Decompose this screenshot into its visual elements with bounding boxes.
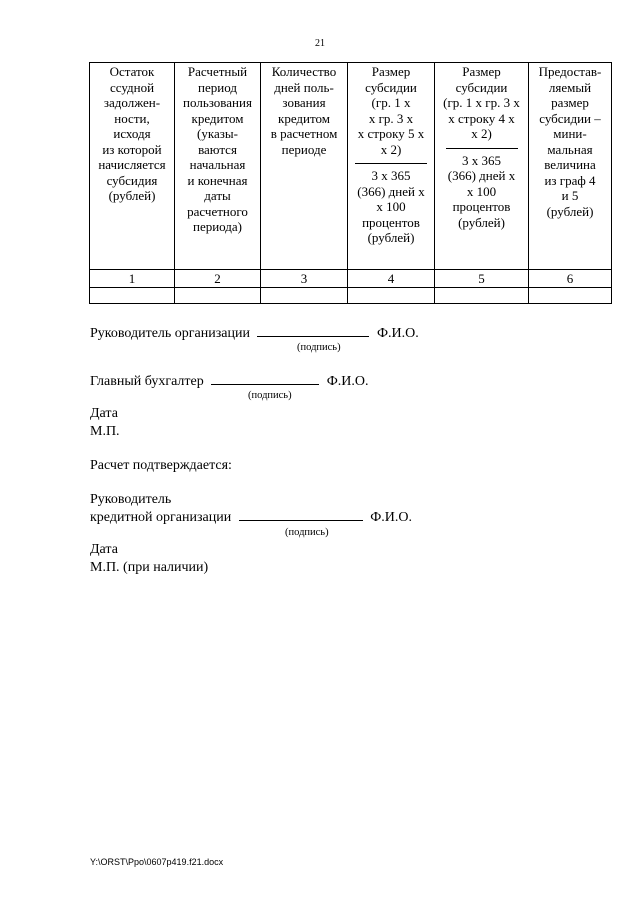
header-text-line: ляемый	[548, 79, 592, 95]
column-number: 6	[529, 270, 612, 288]
header-text-line: зования	[282, 95, 326, 110]
header-denominator-line: 3 х 365	[371, 168, 411, 183]
header-denominator-line: х 100	[466, 183, 497, 199]
fio-label: Ф.И.О.	[370, 510, 412, 525]
empty-cell	[529, 287, 612, 303]
header-text-line: периода)	[192, 219, 243, 234]
column-number: 5	[435, 270, 529, 288]
header-text-line: х 2)	[471, 126, 492, 141]
confirmation-text: Расчет подтверждается:	[90, 458, 232, 473]
header-cell	[348, 63, 435, 270]
header-text-line: расчетного	[187, 203, 248, 219]
header-text-line: субсидии –	[539, 110, 601, 126]
header-text-line: даты	[204, 188, 231, 203]
bank-head-label-line1: Руководитель	[90, 492, 172, 507]
org-head-signature-line	[90, 325, 419, 342]
header-cell	[529, 63, 612, 270]
header-text-line: Размер	[462, 64, 501, 79]
header-text-line: Размер	[371, 64, 411, 79]
header-text-line: исходя	[113, 126, 151, 141]
header-text-line: (указы-	[197, 126, 238, 141]
empty-cell	[348, 287, 435, 303]
header-text-line: задолжен-	[103, 95, 161, 110]
org-head-label: Руководитель организации	[90, 326, 250, 341]
table-header-row	[90, 63, 612, 270]
header-text-line: ности,	[114, 110, 150, 126]
chief-accountant-label: Главный бухгалтер	[90, 374, 204, 389]
signature-blank	[211, 384, 319, 385]
header-denominator-line: (366) дней х	[357, 183, 425, 199]
header-text-line: начисляется	[98, 157, 166, 172]
column-number: 2	[175, 270, 261, 288]
signature-hint: (подпись)	[248, 390, 292, 401]
chief-accountant-signature-line	[90, 373, 369, 390]
signature-hint: (подпись)	[297, 342, 341, 353]
empty-cell	[435, 287, 529, 303]
date-label: Дата	[90, 406, 118, 421]
empty-data-row	[90, 287, 612, 303]
page-number: 21	[315, 38, 325, 49]
header-text-line: х строку 4 х	[448, 110, 515, 126]
header-text-line: из граф 4	[544, 172, 596, 188]
header-text-line: Количество	[271, 64, 337, 79]
bank-head-signature-line	[90, 509, 412, 526]
header-denominator-line: х 100	[376, 199, 406, 214]
header-text-line: из которой	[102, 141, 162, 157]
header-text-line: пользования	[183, 95, 252, 110]
header-text-line: размер	[551, 95, 589, 110]
header-text-line: и конечная	[187, 172, 248, 188]
empty-cell	[261, 287, 348, 303]
header-text-line: субсидии	[455, 79, 508, 95]
header-text-line: субсидии	[365, 79, 417, 95]
header-cell	[261, 63, 348, 270]
header-cell	[175, 63, 261, 270]
header-text-line: мини-	[553, 126, 587, 141]
fio-label: Ф.И.О.	[326, 374, 369, 389]
header-denominator-line: (366) дней х	[447, 168, 516, 183]
fraction-rule	[446, 148, 518, 149]
header-text-line: (гр. 1 х гр. 3 х	[443, 95, 520, 110]
column-number: 1	[90, 270, 175, 288]
header-text-line: и 5	[561, 188, 579, 203]
header-text-line: Остаток	[109, 64, 155, 79]
signature-blank	[239, 520, 363, 521]
header-text-line: ваются	[198, 141, 237, 157]
header-text-line: период	[198, 79, 237, 95]
date-label: Дата	[90, 542, 118, 557]
header-cell	[435, 63, 529, 270]
header-text-line: начальная	[189, 157, 246, 172]
column-number-row	[90, 270, 612, 288]
header-text-line: величина	[544, 157, 596, 172]
header-text-line: кредитом	[278, 110, 330, 126]
header-denominator-line: (рублей)	[367, 230, 415, 245]
header-text-line: Расчетный	[187, 64, 248, 79]
header-denominator-line: (рублей)	[458, 214, 505, 230]
column-number: 4	[348, 270, 435, 288]
header-text-line: кредитом	[191, 110, 244, 126]
header-text-line: (гр. 1 х	[371, 95, 411, 110]
subsidy-calculation-table	[89, 62, 612, 304]
signature-blank	[257, 336, 369, 337]
file-path-footer: Y:\ORST\Ppo\0607p419.f21.docx	[90, 857, 224, 867]
empty-cell	[175, 287, 261, 303]
header-text-line: периоде	[281, 141, 327, 157]
bank-head-label-line2: кредитной организации	[90, 510, 232, 525]
header-text-line: мальная	[547, 141, 593, 157]
header-cell	[90, 63, 175, 270]
header-text-line: ссудной	[109, 79, 155, 95]
header-text-line: (рублей)	[546, 203, 594, 219]
header-text-line: х гр. 3 х	[368, 110, 414, 126]
column-number: 3	[261, 270, 348, 288]
header-text-line: (рублей)	[108, 188, 156, 203]
header-text-line: х строку 5 х	[357, 126, 425, 141]
fraction-rule	[355, 163, 427, 164]
seal-optional-label: М.П. (при наличии)	[90, 560, 209, 575]
header-text-line: субсидия	[106, 172, 158, 188]
header-denominator-line: процентов	[362, 214, 420, 230]
empty-cell	[90, 287, 175, 303]
seal-label: М.П.	[90, 424, 120, 439]
header-denominator-line: процентов	[452, 199, 511, 214]
signature-hint: (подпись)	[285, 527, 329, 538]
header-denominator-line: 3 х 365	[462, 152, 501, 168]
header-text-line: в расчетном	[270, 126, 338, 141]
header-text-line: дней поль-	[274, 79, 334, 95]
header-text-line: х 2)	[380, 141, 402, 157]
fio-label: Ф.И.О.	[376, 326, 419, 341]
header-text-line: Предостав-	[538, 64, 602, 79]
